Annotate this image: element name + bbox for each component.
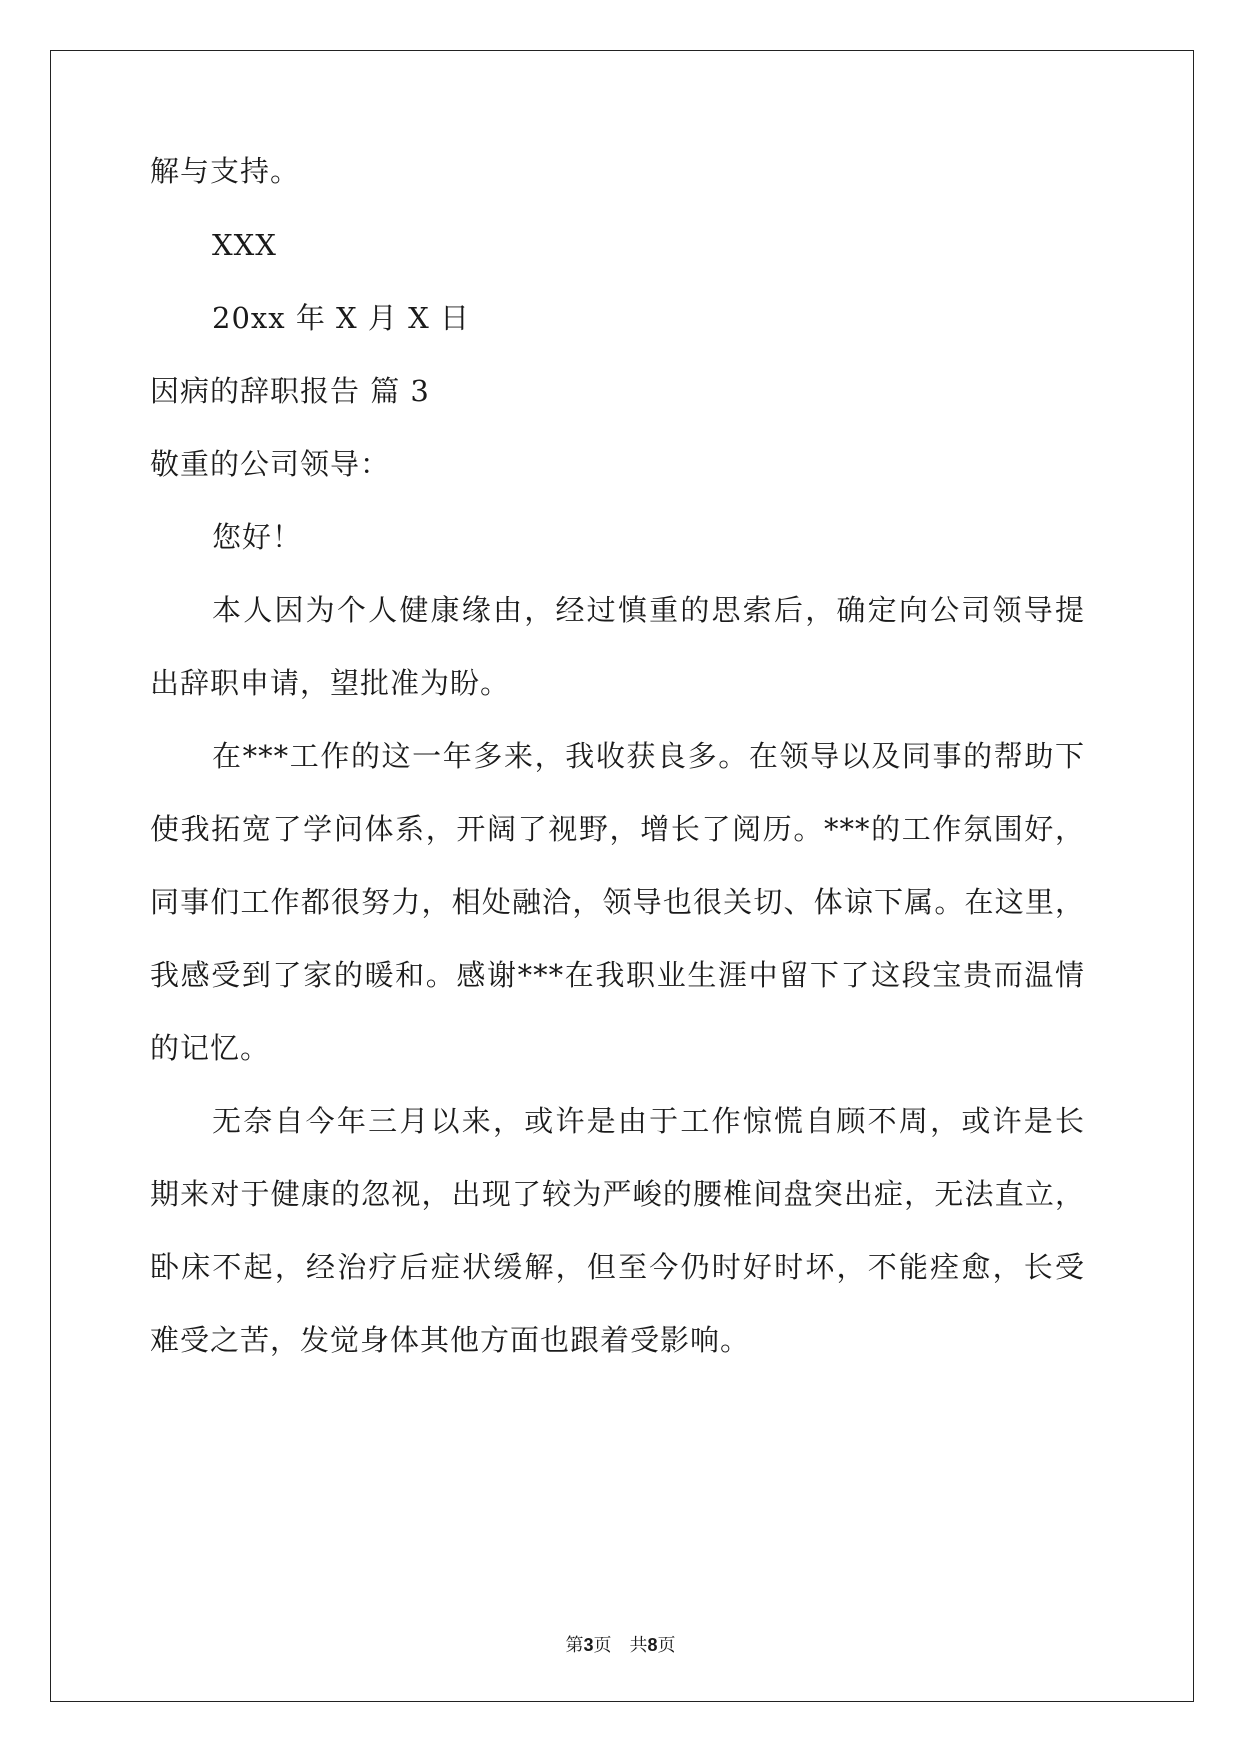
paragraph-line: 在***工作的这一年多来，我收获良多。在领导以及同事的帮助下	[212, 739, 1085, 773]
paragraph-line: 卧床不起，经治疗后症状缓解，但至今仍时好时坏，不能痊愈，长受	[150, 1250, 1085, 1284]
text-line: 解与支持。	[150, 154, 301, 188]
paragraph-line: 无奈自今年三月以来，或许是由于工作惊慌自顾不周，或许是长	[212, 1104, 1085, 1138]
page-footer	[0, 1636, 1241, 1655]
paragraph-line: 使我拓宽了学问体系，开阔了视野，增长了阅历。***的工作氛围好，	[150, 812, 1085, 846]
footer-prefix: 第	[565, 1635, 584, 1656]
paragraph-line: 期来对于健康的忽视，出现了较为严峻的腰椎间盘突出症，无法直立，	[150, 1177, 1085, 1211]
footer-suffix: 页	[657, 1635, 676, 1656]
paragraph-line: 本人因为个人健康缘由，经过慎重的思索后，确定向公司领导提	[212, 593, 1085, 627]
paragraph-line: 出辞职申请，望批准为盼。	[150, 666, 511, 700]
paragraph-line: 的记忆。	[150, 1031, 271, 1065]
footer-middle: 页 共	[593, 1635, 648, 1656]
total-pages: 8	[647, 1635, 658, 1655]
salutation: 敬重的公司领导：	[150, 447, 391, 481]
signature-date: 20xx 年 X 月 X 日	[212, 301, 470, 335]
section-heading: 因病的辞职报告 篇 3	[150, 374, 430, 408]
greeting: 您好！	[212, 520, 303, 554]
signature-name: XXX	[212, 228, 277, 262]
page-number: 3	[583, 1635, 594, 1655]
page-border	[50, 50, 1194, 1702]
paragraph-line: 难受之苦，发觉身体其他方面也跟着受影响。	[150, 1323, 751, 1357]
paragraph-line: 我感受到了家的暖和。感谢***在我职业生涯中留下了这段宝贵而温情	[150, 958, 1085, 992]
paragraph-line: 同事们工作都很努力，相处融洽，领导也很关切、体谅下属。在这里，	[150, 885, 1085, 919]
